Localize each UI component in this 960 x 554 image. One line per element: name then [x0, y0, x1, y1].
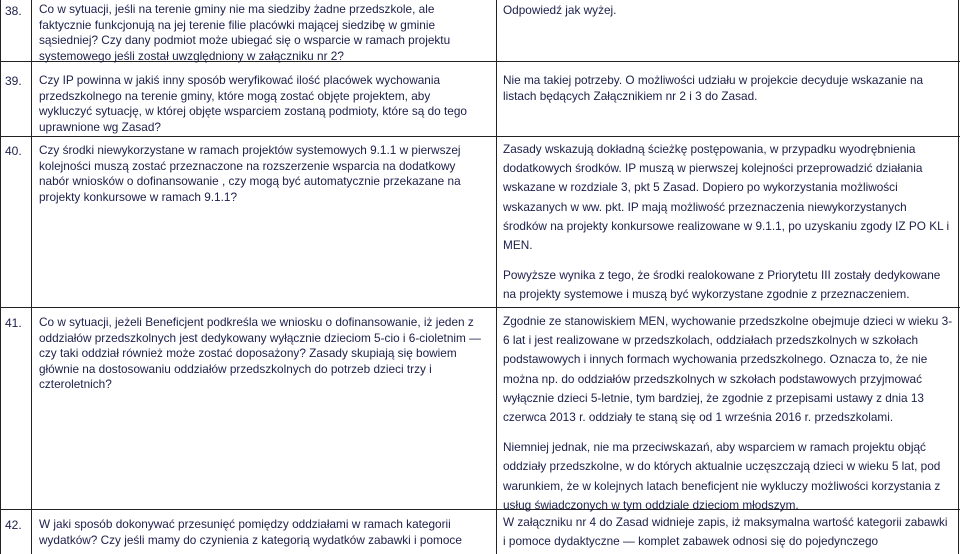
number-column-divider [31, 0, 32, 554]
row-number: 40. [5, 144, 22, 158]
question-text: Czy środki niewykorzystane w ramach projektów systemowych 9.1.1 w pierwszej kolejności muszą zostać przeznaczone na rozszerzenie wsparcia na dodatkowy nabór wniosków o dofinansowanie , czy mogą być automatycznie przekazane na projekty konkursowe w ramach 9.1.1? [39, 143, 461, 204]
question-text: Co w sytuacji, jeżeli Beneficjent podkreśla we wniosku o dofinansowanie, iż jeden z oddziałów przedszkolnych jest dedykowany wyłącznie dzieciom 5-cio i 6-cioletnim — czy taki oddział również może zostać doposażony? Zasady skupiają się bowiem głównie na dostosowaniu oddziałów przedszkolnych do potrzeb dzieci trzy i czteroletnich? [39, 315, 481, 392]
row-number: 42. [5, 518, 22, 532]
row-number: 41. [5, 316, 22, 330]
answer-text [503, 312, 953, 515]
answer-paragraph: Nie ma takiej potrzeby. O możliwości udziału w projekcie decyduje wskazanie na listach będących Załącznikiem nr 2 i 3 do Zasad. [503, 73, 924, 103]
left-border [0, 0, 1, 554]
answer-column-divider [496, 0, 497, 554]
answer-paragraph: Zgodnie ze stanowiskiem MEN, wychowanie przedszkolne obejmuje dzieci w wieku 3-6 lat i jest realizowane w przedszkolach, oddziałach przedszkolnych w szkołach podstawowych i innych formach wychowania przedszkolnego. Oznacza to, że nie można np. do oddziałów przedszkolnych w szkołach podstawowych przyjmować wyłącznie dzieci 5-letnie, tym bardziej, że zgodnie z przepisami ustawy z dnia 13 czerwca 2013 r. oddziały te staną się od 1 września 2016 r. przedszkolami. [503, 314, 953, 425]
answer-paragraph: Zasady wskazują dokładną ścieżkę postępowania, w przypadku wyodrębnienia dodatkowych środków. IP muszą w pierwszej kolejności przeprowadzić działania wskazane w rozdziale 3, pkt 5 Zasad. Dopiero po wykorzystania możliwości wskazanych w ww. pkt. IP mają możliwość przeznaczenia niewykorzystanych środków na projekty konkursowe realizowane w 9.1.1, po uzyskaniu zgody IZ PO KL i MEN. [503, 142, 950, 253]
answer-paragraph: Odpowiedź jak wyżej. [503, 3, 617, 17]
answer-text [503, 3, 953, 19]
answer-text [503, 73, 953, 104]
answer-paragraph: Niemniej jednak, nie ma przeciwskazań, aby wsparciem w ramach projektu objąć oddziały przedszkolne, w do których aktualnie uczęszczają dzieci w wieku 5 lat, pod warunkiem, że w kolejnych latach beneficjent nie wykluczy możliwości korzystania z usług świadczonych w tym oddziale dzieciom młodszym. [503, 440, 941, 512]
answer-paragraph: Powyższe wynika z tego, że środki realokowane z Priorytetu III zostały dedykowane na projekty systemowe i muszą być wykorzystane zgodnie z przeznaczeniem. [503, 268, 941, 302]
question-text: W jaki sposób dokonywać przesunięć pomiędzy oddziałami w ramach kategorii wydatków? Czy jeśli mamy do czynienia z kategorią wydatków zabawki i pomoce [39, 517, 462, 547]
row-number: 39. [5, 74, 22, 88]
question-text: Co w sytuacji, jeśli na terenie gminy nie ma siedziby żadne przedszkole, ale faktycznie funkcjonują na jej terenie filie placówki mającej siedzibę w gminie sąsiedniej? Czy dany podmiot może ubiegać się o wsparcie w ramach projektu systemowego jeśli został uwzględniony w załączniku nr 2? [39, 2, 451, 63]
answer-paragraph: W załączniku nr 4 do Zasad widnieje zapis, iż maksymalna wartość kategorii zabawki i pomoce dydaktyczne — komplet zabawek odnosi się do pojedynczego [503, 515, 948, 549]
right-border [958, 0, 959, 554]
answer-text [503, 140, 953, 305]
row-number: 38. [5, 4, 22, 18]
row-divider [0, 307, 960, 308]
row-divider [0, 136, 960, 137]
question-text: Czy IP powinna w jakiś inny sposób weryfikować ilość placówek wychowania przedszkolnego na terenie gminy, które mogą zostać objęte projektem, aby wykluczyć sytuację, w której objęte wsparciem zostaną podmioty, które są do tego uprawnione wg Zasad? [39, 73, 467, 134]
answer-text [503, 513, 953, 551]
